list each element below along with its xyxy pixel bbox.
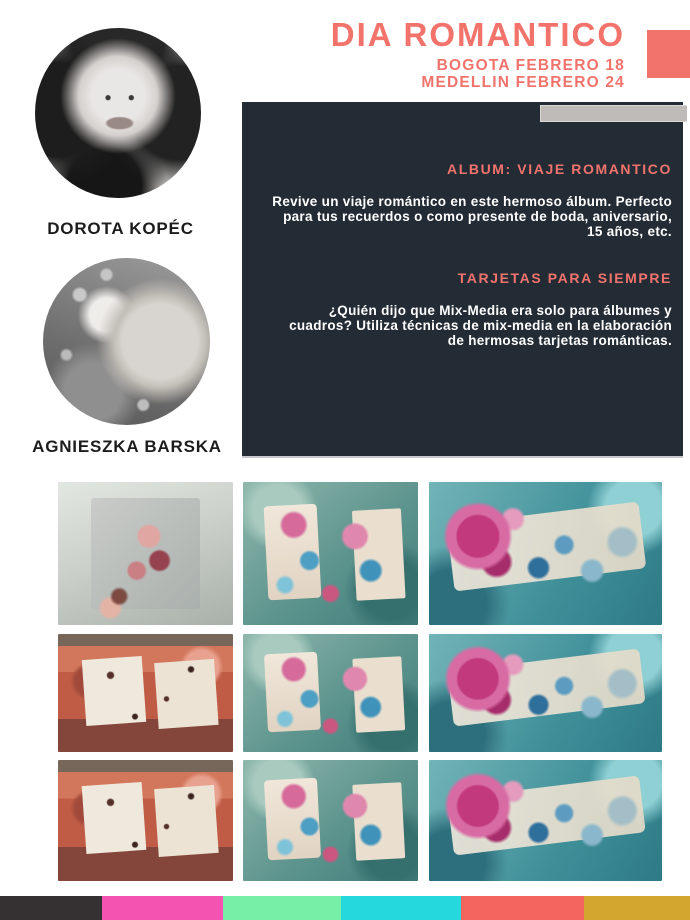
footer-color-stripes (0, 896, 690, 920)
gallery-photo (243, 634, 418, 752)
section-body-tarjetas: ¿Quién dijo que Mix-Media era solo para álbumes y cuadros? Utiliza técnicas de mix-media en la elaboración de hermosas tarjetas románticas. (289, 303, 672, 348)
gallery-photo (58, 760, 233, 881)
gallery-photo (429, 760, 662, 881)
gallery-photo (429, 482, 662, 625)
instructor-photo-agnieszka (43, 258, 210, 425)
gallery-photo (243, 760, 418, 881)
footer-stripe (0, 896, 102, 920)
corner-accent-square (647, 30, 690, 78)
instructor-photo-dorota (35, 28, 201, 198)
section-heading-album: ALBUM: VIAJE ROMANTICO (447, 161, 672, 177)
gray-accent-bar (540, 105, 687, 122)
event-date-bogota: BOGOTA FEBRERO 18 (436, 56, 625, 74)
section-heading-tarjetas: TARJETAS PARA SIEMPRE (457, 270, 672, 287)
event-date-medellin: MEDELLIN FEBRERO 24 (421, 73, 625, 91)
footer-stripe (341, 896, 461, 920)
gallery-photo (429, 634, 662, 752)
title-block (331, 18, 625, 91)
footer-stripe (461, 896, 584, 920)
event-dates (331, 57, 625, 91)
event-title: DIA ROMANTICO (330, 16, 625, 53)
instructor-name-agnieszka: AGNIESZKA BARSKA (32, 437, 222, 456)
workshop-info-box (242, 102, 683, 458)
instructor-name-dorota: DOROTA KOPÉC (47, 219, 194, 238)
footer-stripe (584, 896, 690, 920)
section-body-album: Revive un viaje romántico en este hermoso álbum. Perfecto para tus recuerdos o como presente de boda, aniversario, 15 años, etc. (272, 194, 672, 239)
gallery-photo (243, 482, 418, 625)
gallery-photo (58, 634, 233, 752)
gallery-photo (58, 482, 233, 625)
footer-stripe (102, 896, 223, 920)
footer-stripe (223, 896, 341, 920)
